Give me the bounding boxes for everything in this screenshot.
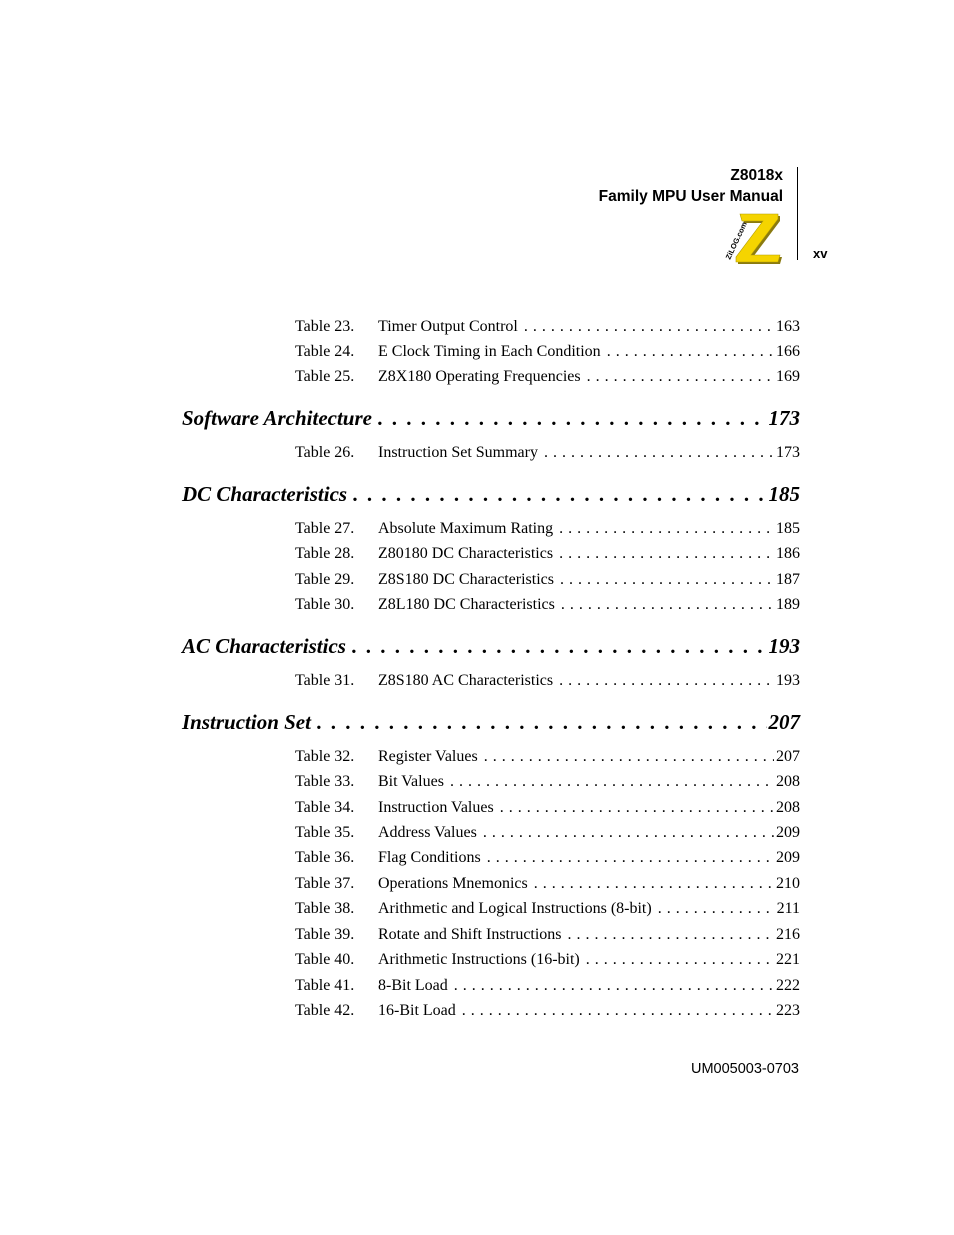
section-page: 185	[768, 482, 800, 506]
product-name: Z8018x	[730, 167, 783, 184]
section-title: DC Characteristics	[182, 482, 348, 506]
table-number: Table 23.	[295, 318, 355, 335]
page-ref: 211	[776, 900, 800, 917]
section-title: Instruction Set	[182, 710, 311, 734]
dot-leader	[524, 318, 774, 336]
dot-leader	[658, 900, 775, 918]
toc-section-software-architecture[interactable]	[182, 406, 800, 431]
table-title: Absolute Maximum Rating	[378, 520, 554, 537]
table-title: 8-Bit Load	[378, 977, 448, 994]
table-title: Z8S180 DC Characteristics	[378, 571, 554, 588]
toc-entry[interactable]	[295, 977, 800, 995]
table-number: Table 37.	[295, 875, 355, 892]
page-ref: 209	[776, 824, 800, 841]
table-number: Table 40.	[295, 951, 355, 968]
table-title: Bit Values	[378, 773, 444, 790]
toc-section-ac-characteristics[interactable]	[182, 634, 800, 659]
toc-entry[interactable]	[295, 672, 800, 690]
zilog-logo	[720, 208, 784, 264]
table-title: Address Values	[378, 824, 477, 841]
dot-leader	[450, 773, 774, 791]
page-ref: 163	[776, 318, 800, 335]
table-title: Z8S180 AC Characteristics	[378, 672, 554, 689]
dot-leader	[454, 977, 774, 995]
page-ref: 186	[776, 545, 800, 562]
dot-leader	[559, 672, 774, 690]
toc-entry[interactable]	[295, 748, 800, 766]
table-number: Table 35.	[295, 824, 355, 841]
page-ref: 189	[776, 596, 800, 613]
table-number: Table 26.	[295, 444, 355, 461]
table-title: Z8L180 DC Characteristics	[378, 596, 555, 613]
dot-leader	[352, 634, 767, 659]
dot-leader	[561, 596, 774, 614]
table-number: Table 31.	[295, 672, 355, 689]
table-title: Z8X180 Operating Frequencies	[378, 368, 581, 385]
table-number: Table 30.	[295, 596, 355, 613]
toc-section-instruction-set[interactable]	[182, 710, 800, 735]
dot-leader	[487, 849, 774, 867]
toc-entry[interactable]	[295, 520, 800, 538]
dot-leader	[500, 799, 774, 817]
dot-leader	[568, 926, 774, 944]
dot-leader	[378, 406, 767, 431]
dot-leader	[462, 1002, 774, 1020]
dot-leader	[534, 875, 774, 893]
table-number: Table 27.	[295, 520, 355, 537]
toc-entry[interactable]	[295, 318, 800, 336]
dot-leader	[586, 951, 774, 969]
section-title: Software Architecture	[182, 406, 372, 430]
dot-leader	[559, 520, 774, 538]
page-ref: 187	[776, 571, 800, 588]
page-ref: 169	[776, 368, 800, 385]
dot-leader	[353, 482, 766, 507]
toc-entry[interactable]	[295, 596, 800, 614]
section-page: 173	[768, 406, 800, 430]
table-number: Table 41.	[295, 977, 355, 994]
toc-entry[interactable]	[295, 849, 800, 867]
dot-leader	[317, 710, 767, 735]
page-number: xv	[813, 246, 828, 261]
table-number: Table 25.	[295, 368, 355, 385]
document-title	[599, 165, 783, 207]
table-number: Table 39.	[295, 926, 355, 943]
toc-entry[interactable]	[295, 444, 800, 462]
toc-entry[interactable]	[295, 343, 800, 361]
toc-entry[interactable]	[295, 799, 800, 817]
table-title: Rotate and Shift Instructions	[378, 926, 562, 943]
table-title: Instruction Values	[378, 799, 494, 816]
toc-entry[interactable]	[295, 951, 800, 969]
manual-name: Family MPU User Manual	[598, 188, 783, 205]
table-number: Table 24.	[295, 343, 355, 360]
table-title: Instruction Set Summary	[378, 444, 538, 461]
dot-leader	[544, 444, 774, 462]
logo-text: ZiLOG.com	[723, 220, 749, 261]
page-ref: 210	[776, 875, 800, 892]
table-title: Register Values	[378, 748, 478, 765]
toc-section-dc-characteristics[interactable]	[182, 482, 800, 507]
toc-entry[interactable]	[295, 545, 800, 563]
table-title: E Clock Timing in Each Condition	[378, 343, 601, 360]
page-ref: 216	[776, 926, 800, 943]
table-title: Operations Mnemonics	[378, 875, 528, 892]
dot-leader	[607, 343, 774, 361]
toc-entry[interactable]	[295, 1002, 800, 1020]
table-number: Table 32.	[295, 748, 355, 765]
page-ref: 173	[776, 444, 800, 461]
page-ref: 222	[776, 977, 800, 994]
table-title: Arithmetic and Logical Instructions (8-bit)	[378, 900, 652, 917]
toc-entry[interactable]	[295, 368, 800, 386]
dot-leader	[587, 368, 774, 386]
dot-leader	[559, 545, 774, 563]
section-title: AC Characteristics	[182, 634, 346, 658]
page-ref: 221	[776, 951, 800, 968]
page-ref: 193	[776, 672, 800, 689]
table-title: Flag Conditions	[378, 849, 481, 866]
page-ref: 223	[776, 1002, 800, 1019]
toc-entry[interactable]	[295, 773, 800, 791]
page-ref: 185	[776, 520, 800, 537]
toc-entry[interactable]	[295, 571, 800, 589]
toc-entry[interactable]	[295, 926, 800, 944]
toc-entry[interactable]	[295, 900, 800, 918]
table-title: Timer Output Control	[378, 318, 518, 335]
page-ref: 209	[776, 849, 800, 866]
table-number: Table 34.	[295, 799, 355, 816]
dot-leader	[560, 571, 774, 589]
table-title: 16-Bit Load	[378, 1002, 456, 1019]
table-title: Arithmetic Instructions (16-bit)	[378, 951, 580, 968]
page-ref: 208	[776, 799, 800, 816]
header-divider	[797, 167, 798, 260]
table-number: Table 36.	[295, 849, 355, 866]
table-number: Table 33.	[295, 773, 355, 790]
table-number: Table 38.	[295, 900, 355, 917]
toc-entry[interactable]	[295, 824, 800, 842]
table-number: Table 29.	[295, 571, 355, 588]
table-number: Table 42.	[295, 1002, 355, 1019]
page-ref: 207	[776, 748, 800, 765]
document-id: UM005003-0703	[690, 1061, 799, 1077]
section-page: 193	[768, 634, 800, 658]
table-number: Table 28.	[295, 545, 355, 562]
page-ref: 166	[776, 343, 800, 360]
table-title: Z80180 DC Characteristics	[378, 545, 554, 562]
dot-leader	[484, 748, 774, 766]
page-ref: 208	[776, 773, 800, 790]
dot-leader	[483, 824, 774, 842]
section-page: 207	[768, 710, 800, 734]
toc-entry[interactable]	[295, 875, 800, 893]
